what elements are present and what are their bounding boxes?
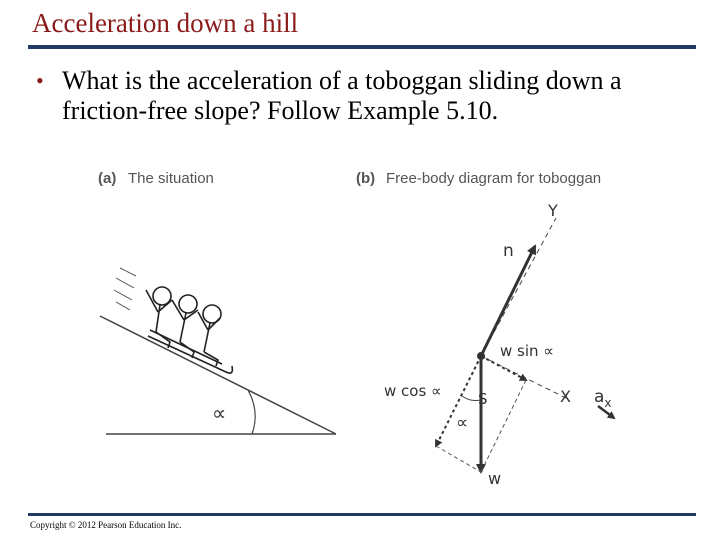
footer-divider xyxy=(28,513,696,516)
weight-label: w xyxy=(488,469,502,488)
toboggan-figure xyxy=(0,150,720,500)
angle-label-b: ∝ xyxy=(456,413,469,433)
angle-label-a: ∝ xyxy=(212,401,227,425)
normal-force-label: n xyxy=(503,241,514,261)
y-axis-label: Y xyxy=(548,201,558,220)
slide-title: Acceleration down a hill xyxy=(32,8,299,38)
component-box-right xyxy=(481,380,526,472)
normal-force-arrow xyxy=(481,246,535,356)
panel-a-letter: (a) xyxy=(98,170,117,187)
panel-a xyxy=(98,170,336,434)
acceleration-label: $a_x$ xyxy=(594,387,612,410)
bullet-text: What is the acceleration of a toboggan sliding down a friction-free slope? Follow Example 5.10. xyxy=(62,66,622,125)
angle-arc xyxy=(248,390,255,434)
panel-b xyxy=(356,170,614,488)
bullet-dot-icon: • xyxy=(36,68,44,93)
x-axis-label: X xyxy=(560,387,571,406)
body-point xyxy=(477,352,485,360)
w-cos-label: w cos ∝ xyxy=(384,382,442,400)
panel-b-caption: Free-body diagram for toboggan xyxy=(386,170,602,187)
component-box-bottom xyxy=(436,446,481,472)
motion-lines xyxy=(114,268,136,310)
title-divider xyxy=(28,45,696,49)
panel-b-letter: (b) xyxy=(356,170,376,187)
panel-a-caption: The situation xyxy=(128,170,214,187)
s-label: S xyxy=(478,390,488,408)
copyright-text: Copyright © 2012 Pearson Education Inc. xyxy=(30,520,182,530)
w-sin-label: w sin ∝ xyxy=(500,342,555,360)
